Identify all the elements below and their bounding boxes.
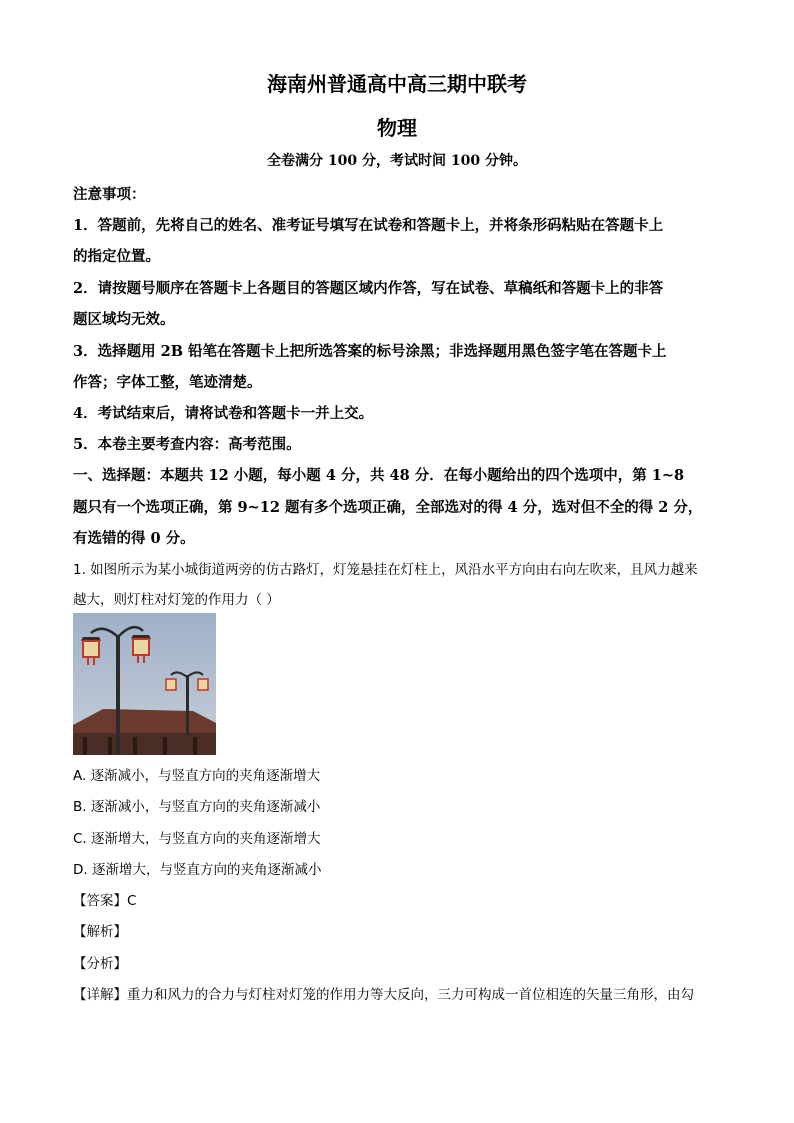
option-b: B. 逐渐减小，与竖直方向的夹角逐渐减小 bbox=[73, 799, 321, 815]
detail-text: 重力和风力的合力与灯柱对灯笼的作用力等大反向，三力可构成一首位相连的矢量三角形，由勾 bbox=[127, 987, 694, 1003]
detail-label: 【详解】 bbox=[73, 987, 127, 1003]
fenxi-label: 【分析】 bbox=[73, 956, 127, 972]
section-line: 有选错的得 0 分。 bbox=[73, 530, 195, 547]
section-line: 一、选择题：本题共 12 小题，每小题 4 分，共 48 分．在每小题给出的四个选项中，第 1~8 bbox=[73, 467, 685, 484]
note-line: 3．选择题用 2B 铅笔在答题卡上把所选答案的标号涂黑；非选择题用黑色签字笔在答题卡上 bbox=[73, 343, 667, 360]
section-line: 题只有一个选项正确，第 9~12 题有多个选项正确，全部选对的得 4 分，选对但不全的得 2 分， bbox=[73, 499, 703, 516]
street-lamp-photo bbox=[73, 613, 216, 755]
note-line: 的指定位置。 bbox=[73, 248, 160, 265]
note-line: 2．请按题号顺序在答题卡上各题目的答题区域内作答，写在试卷、草稿纸和答题卡上的非答 bbox=[73, 280, 664, 297]
note-line: 1．答题前，先将自己的姓名、准考证号填写在试卷和答题卡上，并将条形码粘贴在答题卡上 bbox=[73, 217, 664, 234]
option-a: A. 逐渐减小，与竖直方向的夹角逐渐增大 bbox=[73, 768, 321, 784]
note-line: 4．考试结束后，请将试卷和答题卡一并上交。 bbox=[73, 405, 374, 422]
option-d: D. 逐渐增大，与竖直方向的夹角逐渐减小 bbox=[73, 862, 322, 878]
option-c: C. 逐渐增大，与竖直方向的夹角逐渐增大 bbox=[73, 831, 321, 847]
score-info: 全卷满分 100 分，考试时间 100 分钟。 bbox=[267, 153, 527, 169]
note-line: 作答；字体工整，笔迹清楚。 bbox=[73, 374, 262, 391]
note-line: 5．本卷主要考查内容：高考范围。 bbox=[73, 436, 301, 453]
answer-line bbox=[73, 889, 733, 909]
notes-heading: 注意事项： bbox=[73, 186, 146, 203]
note-line: 题区域均无效。 bbox=[73, 311, 175, 328]
analysis-label: 【解析】 bbox=[73, 924, 127, 940]
question-stem-line: 1. 如图所示为某小城街道两旁的仿古路灯，灯笼悬挂在灯柱上，风沿水平方向由右向左吹来，且风力越来 bbox=[73, 562, 698, 578]
subject-title: 物理 bbox=[377, 116, 417, 140]
exam-title: 海南州普通高中高三期中联考 bbox=[267, 72, 527, 96]
answer-value: C bbox=[127, 893, 137, 909]
answer-label: 【答案】 bbox=[73, 893, 127, 909]
question-stem-line: 越大，则灯柱对灯笼的作用力（ ） bbox=[73, 592, 280, 608]
detail-line bbox=[73, 983, 733, 1003]
